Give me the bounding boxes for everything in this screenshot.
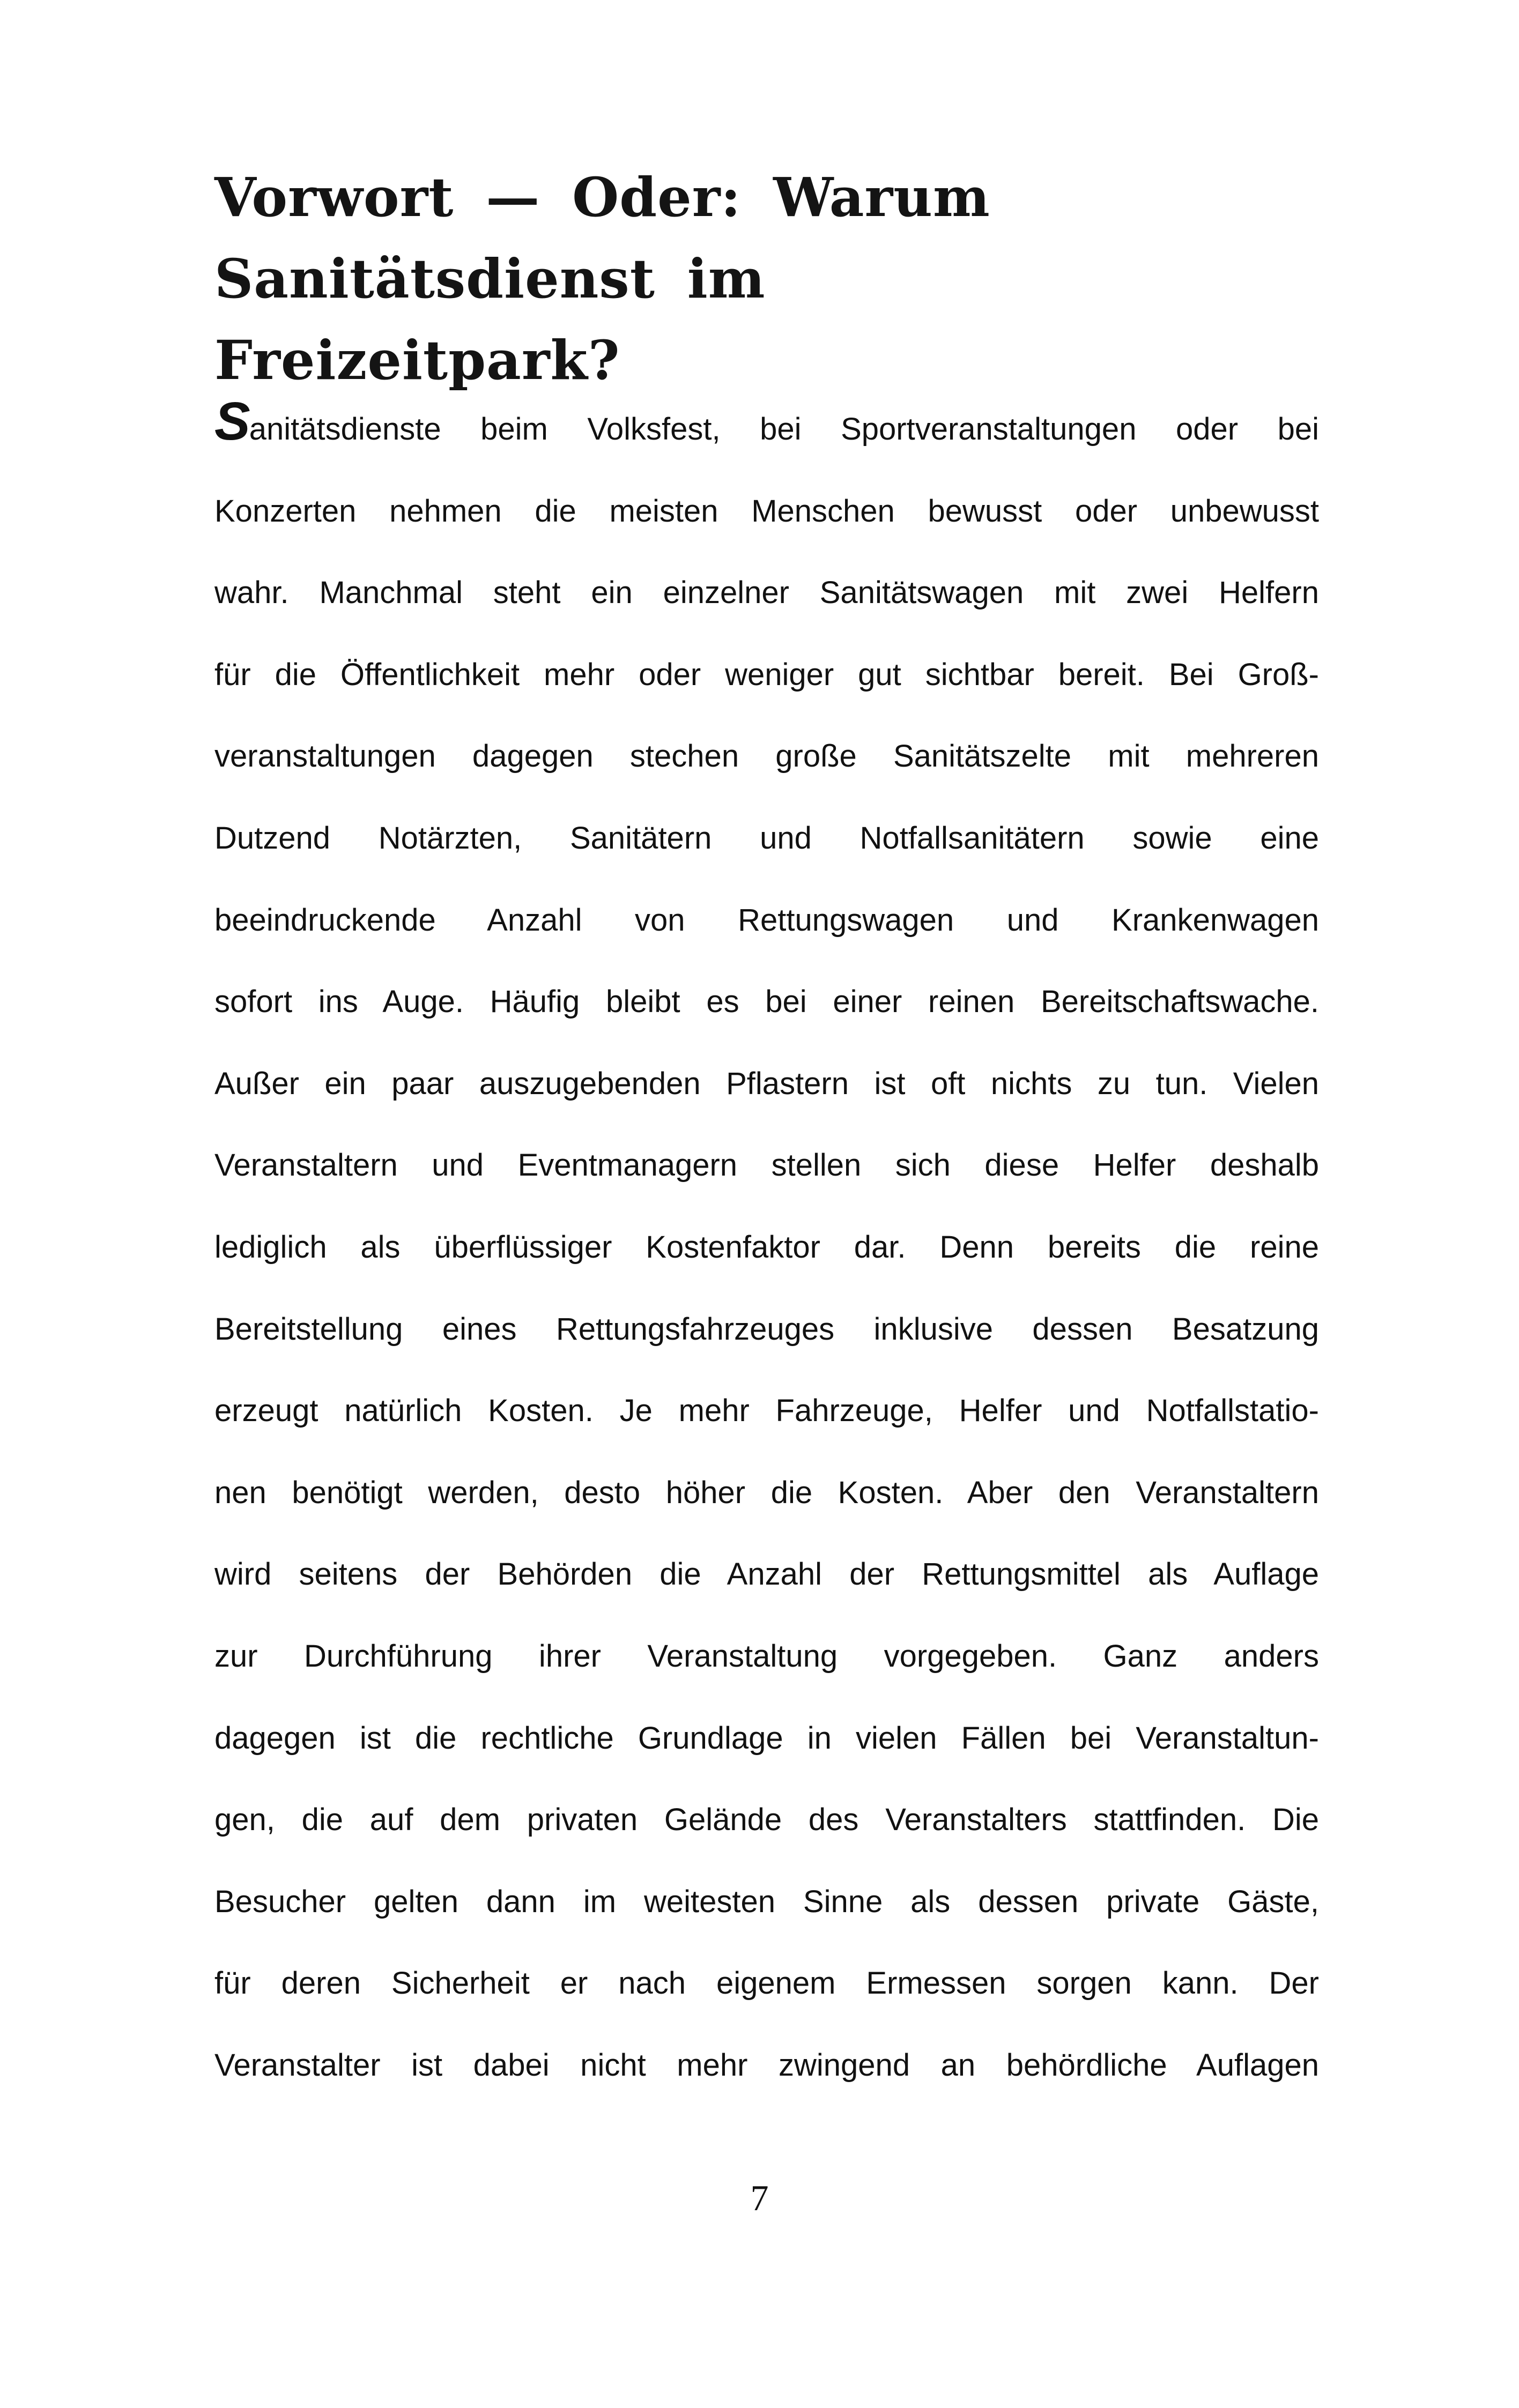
text-line: Veranstaltern und Eventmanagern stellen sich diese Helfer deshalb	[214, 1148, 1319, 1183]
text-line: gen, die auf dem privaten Gelände des Veranstalters stattfinden. Die	[214, 1802, 1319, 1838]
text-line: für die Öffentlichkeit mehr oder weniger gut sichtbar bereit. Bei Groß-	[214, 657, 1319, 692]
text-line: wahr. Manchmal steht ein einzelner Sanitätswagen mit zwei Helfern	[214, 575, 1319, 611]
text-line: Konzerten nehmen die meisten Menschen bewusst oder unbewusst	[214, 493, 1319, 529]
text-line: lediglich als überflüssiger Kostenfaktor dar. Denn bereits die reine	[214, 1229, 1319, 1265]
drop-cap-letter: S	[214, 391, 249, 451]
chapter-title	[214, 157, 1319, 401]
text-line	[214, 389, 1319, 471]
text-line: dagegen ist die rechtliche Grundlage in vielen Fällen bei Veranstaltun-	[214, 1720, 1319, 1756]
body-text	[214, 389, 1319, 2106]
chapter-title-line-1: Vorwort — Oder: Warum Sanitätsdienst im	[214, 166, 990, 310]
text-line: Bereitstellung eines Rettungsfahrzeuges inklusive dessen Besatzung	[214, 1311, 1319, 1347]
chapter-title-line-2: Freizeitpark?	[214, 329, 620, 392]
first-line-text: anitätsdienste beim Volksfest, bei Sportveranstaltungen oder bei	[249, 412, 1319, 447]
text-line: nen benötigt werden, desto höher die Kosten. Aber den Veranstaltern	[214, 1475, 1319, 1510]
page-number: 7	[750, 2177, 769, 2218]
text-line: Besucher gelten dann im weitesten Sinne als dessen private Gäste,	[214, 1884, 1319, 1919]
text-line: für deren Sicherheit er nach eigenem Ermessen sorgen kann. Der	[214, 1966, 1319, 2001]
text-line: sofort ins Auge. Häufig bleibt es bei einer reinen Bereitschaftswache.	[214, 984, 1319, 1020]
text-line: veranstaltungen dagegen stechen große Sanitätszelte mit mehreren	[214, 739, 1319, 774]
text-line: beeindruckende Anzahl von Rettungswagen und Krankenwagen	[214, 902, 1319, 938]
text-line: Dutzend Notärzten, Sanitätern und Notfallsanitätern sowie eine	[214, 820, 1319, 856]
text-line: Veranstalter ist dabei nicht mehr zwingend an behördliche Auflagen	[214, 2047, 1319, 2083]
text-line: Außer ein paar auszugebenden Pflastern ist oft nichts zu tun. Vielen	[214, 1066, 1319, 1101]
text-line: zur Durchführung ihrer Veranstaltung vorgegeben. Ganz anders	[214, 1638, 1319, 1674]
text-line: erzeugt natürlich Kosten. Je mehr Fahrzeuge, Helfer und Notfallstatio-	[214, 1393, 1319, 1429]
text-line: wird seitens der Behörden die Anzahl der Rettungsmittel als Auflage	[214, 1557, 1319, 1592]
